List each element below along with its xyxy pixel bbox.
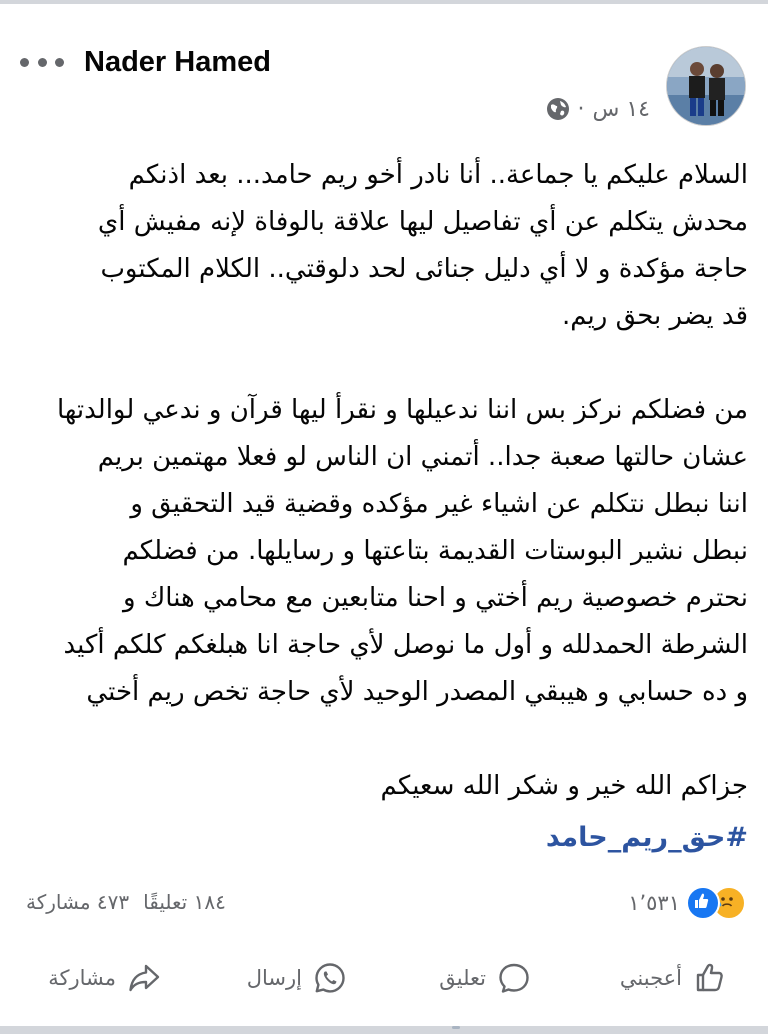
hashtag-link[interactable]: #حق_ريم_حامد: [545, 822, 748, 853]
scroll-indicator: [452, 1026, 460, 1029]
action-bar: [0, 946, 768, 1010]
thumbs-up-icon: [692, 960, 728, 996]
post-line: الشرطة الحمدلله و أول ما نوصل لأي حاجة انا هبلغكم كلكم أكيد: [63, 630, 748, 660]
post-line: قد يضر بحق ريم.: [561, 301, 748, 331]
post-line: حاجة مؤكدة و لا أي دليل جنائى لحد دلوقتي.. الكلام المكتوب: [100, 254, 748, 284]
comment-button[interactable]: [439, 946, 532, 1010]
comment-count[interactable]: ١٨٤ تعليقًا: [143, 890, 226, 914]
post-line: جزاكم الله خير و شكر الله سعيكم: [380, 771, 748, 801]
like-label: أعجبني: [619, 966, 682, 990]
post-time[interactable]: ١٤ س: [592, 96, 650, 122]
more-options-button[interactable]: [20, 52, 64, 72]
reactions-summary[interactable]: [628, 886, 746, 920]
whatsapp-icon: [312, 960, 348, 996]
post-line: عشان حالتها صعبة جدا.. أتمني ان الناس لو فعلا مهتمين بريم: [97, 442, 748, 472]
post-line: من فضلكم نركز بس اننا ندعيلها و نقرأ ليها قرآن و ندعي لوالدتها: [56, 395, 748, 425]
paragraph-gap: [18, 340, 748, 387]
top-divider: [0, 0, 768, 4]
avatar-photo: [667, 47, 745, 125]
engagement-counts: [26, 890, 226, 914]
bottom-divider: [0, 1026, 768, 1034]
globe-icon[interactable]: [546, 97, 570, 121]
like-button[interactable]: [620, 946, 728, 1010]
send-button[interactable]: [247, 946, 348, 1010]
avatar[interactable]: [666, 46, 746, 126]
paragraph-gap: [18, 716, 748, 763]
post-line: اننا نبطل نتكلم عن اشياء غير مؤكده وقضية قيد التحقيق و: [130, 489, 748, 519]
post-meta: [546, 92, 651, 126]
share-button[interactable]: [48, 946, 162, 1010]
post-line: و ده حسابي و هيبقي المصدر الوحيد لأي حاجة تخص ريم أختي: [86, 677, 748, 707]
post-stats: [0, 878, 768, 928]
author-name[interactable]: Nader Hamed: [84, 46, 271, 78]
share-count[interactable]: ٤٧٣ مشاركة: [26, 890, 130, 914]
post-header: [0, 30, 768, 140]
share-arrow-icon: [126, 960, 162, 996]
meta-separator: ·: [577, 96, 585, 122]
dot-icon: [20, 58, 29, 67]
send-label: إرسال: [246, 966, 302, 990]
share-label: مشاركة: [48, 966, 116, 990]
post-line: نحترم خصوصية ريم أختي و احنا متابعين مع محامي هناك و: [123, 583, 748, 613]
reaction-count: ١٬٥٣١: [628, 891, 680, 915]
post-line: السلام عليكم يا جماعة.. أنا نادر أخو ريم حامد... بعد اذنكم: [128, 160, 748, 190]
comment-label: تعليق: [439, 966, 486, 990]
post-line: نبطل نشير البوستات القديمة بتاعتها و رسايلها. من فضلكم: [122, 536, 748, 566]
dot-icon: [55, 58, 64, 67]
post-body: [18, 152, 748, 810]
dot-icon: [38, 58, 47, 67]
like-reaction-icon: [686, 886, 720, 920]
comment-bubble-icon: [496, 960, 532, 996]
post-line: محدش يتكلم عن أي تفاصيل ليها علاقة بالوفاة لإنه مفيش أي: [97, 207, 748, 237]
